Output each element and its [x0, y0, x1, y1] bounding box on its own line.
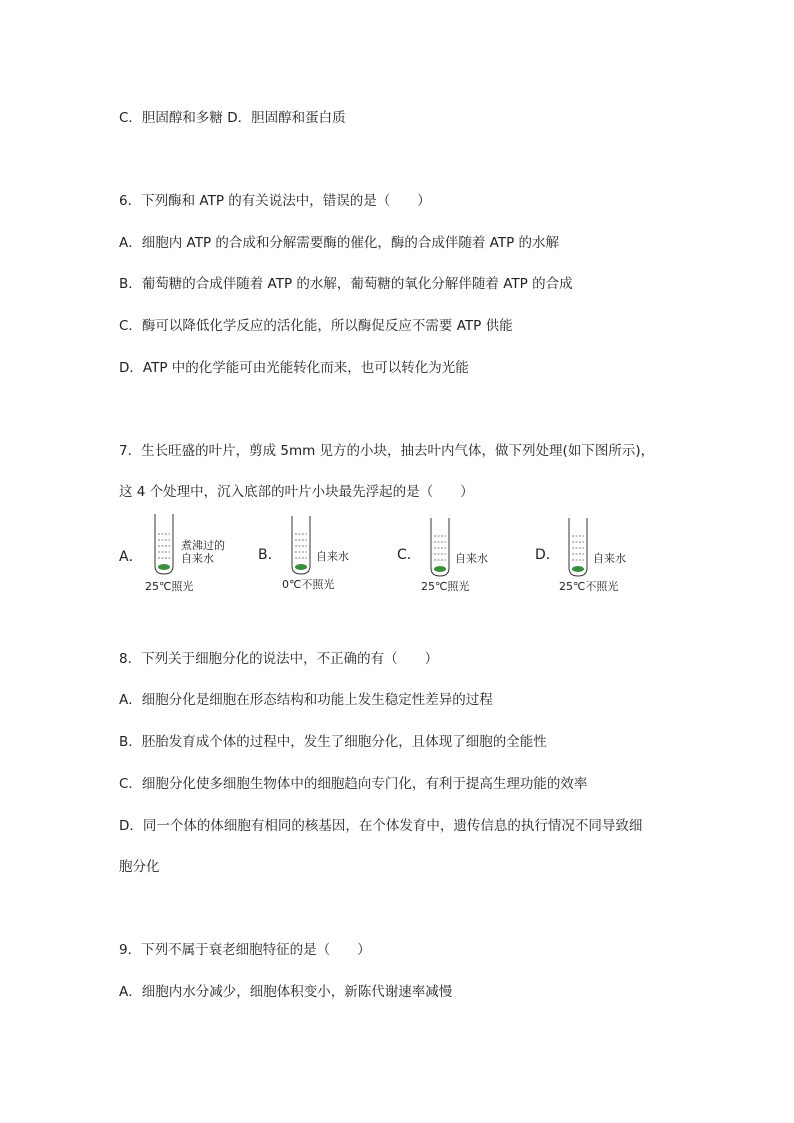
- tube-a-condition: 25℃照光: [145, 580, 194, 593]
- question-6-stem: 6．下列酶和 ATP 的有关说法中，错误的是（ ）: [119, 193, 431, 209]
- question-6-option-b: B．葡萄糖的合成伴随着 ATP 的水解，葡萄糖的氧化分解伴随着 ATP 的合成: [119, 276, 573, 292]
- question-7-stem-line1: 7．生长旺盛的叶片，剪成 5mm 见方的小块，抽去叶内气体，做下列处理(如下图所示)，: [119, 443, 655, 459]
- tube-c-condition: 25℃照光: [421, 580, 470, 593]
- question-8-stem: 8．下列关于细胞分化的说法中，不正确的有（ ）: [119, 651, 439, 667]
- question-6-option-a: A．细胞内 ATP 的合成和分解需要酶的催化，酶的合成伴随着 ATP 的水解: [119, 235, 560, 251]
- figure-option-b-letter: B．: [258, 547, 282, 563]
- test-tube-figure: [119, 512, 679, 598]
- question-8-option-b: B．胚胎发育成个体的过程中，发生了细胞分化，且体现了细胞的全能性: [119, 734, 547, 750]
- option-c-d-line: C．胆固醇和多糖 D．胆固醇和蛋白质: [119, 110, 346, 126]
- question-9-stem: 9．下列不属于衰老细胞特征的是（ ）: [119, 942, 371, 958]
- question-8-option-d-line2: 胞分化: [119, 859, 160, 875]
- question-8-option-a: A．细胞分化是细胞在形态结构和功能上发生稳定性差异的过程: [119, 692, 493, 708]
- tube-a-liquid-label-2: 自来水: [181, 552, 214, 565]
- question-6-option-c: C．酶可以降低化学反应的活化能，所以酶促反应不需要 ATP 供能: [119, 318, 513, 334]
- question-8-option-c: C．细胞分化使多细胞生物体中的细胞趋向专门化，有利于提高生理功能的效率: [119, 776, 588, 792]
- test-tube-d-icon: [565, 516, 591, 580]
- test-tube-c-icon: [427, 516, 453, 580]
- tube-d-condition: 25℃不照光: [559, 580, 619, 593]
- tube-a-liquid-label-1: 煮沸过的: [181, 539, 225, 552]
- test-tube-b-icon: [288, 514, 314, 578]
- question-8-option-d-line1: D．同一个体的体细胞有相同的核基因，在个体发育中，遗传信息的执行情况不同导致细: [119, 818, 643, 834]
- question-9-option-a: A．细胞内水分减少，细胞体积变小，新陈代谢速率减慢: [119, 984, 453, 1000]
- figure-option-a-letter: A．: [119, 549, 143, 565]
- question-6-option-d: D．ATP 中的化学能可由光能转化而来，也可以转化为光能: [119, 360, 469, 376]
- figure-option-d-letter: D．: [535, 547, 560, 563]
- tube-b-condition: 0℃不照光: [282, 578, 335, 591]
- figure-option-c-letter: C．: [397, 547, 421, 563]
- tube-b-liquid-label-2: 自来水: [316, 550, 349, 563]
- tube-d-liquid-label-2: 自来水: [593, 552, 626, 565]
- question-7-stem-line2: 这 4 个处理中，沉入底部的叶片小块最先浮起的是（ ）: [119, 484, 474, 500]
- tube-c-liquid-label-2: 自来水: [455, 552, 488, 565]
- test-tube-a-icon: [151, 512, 177, 578]
